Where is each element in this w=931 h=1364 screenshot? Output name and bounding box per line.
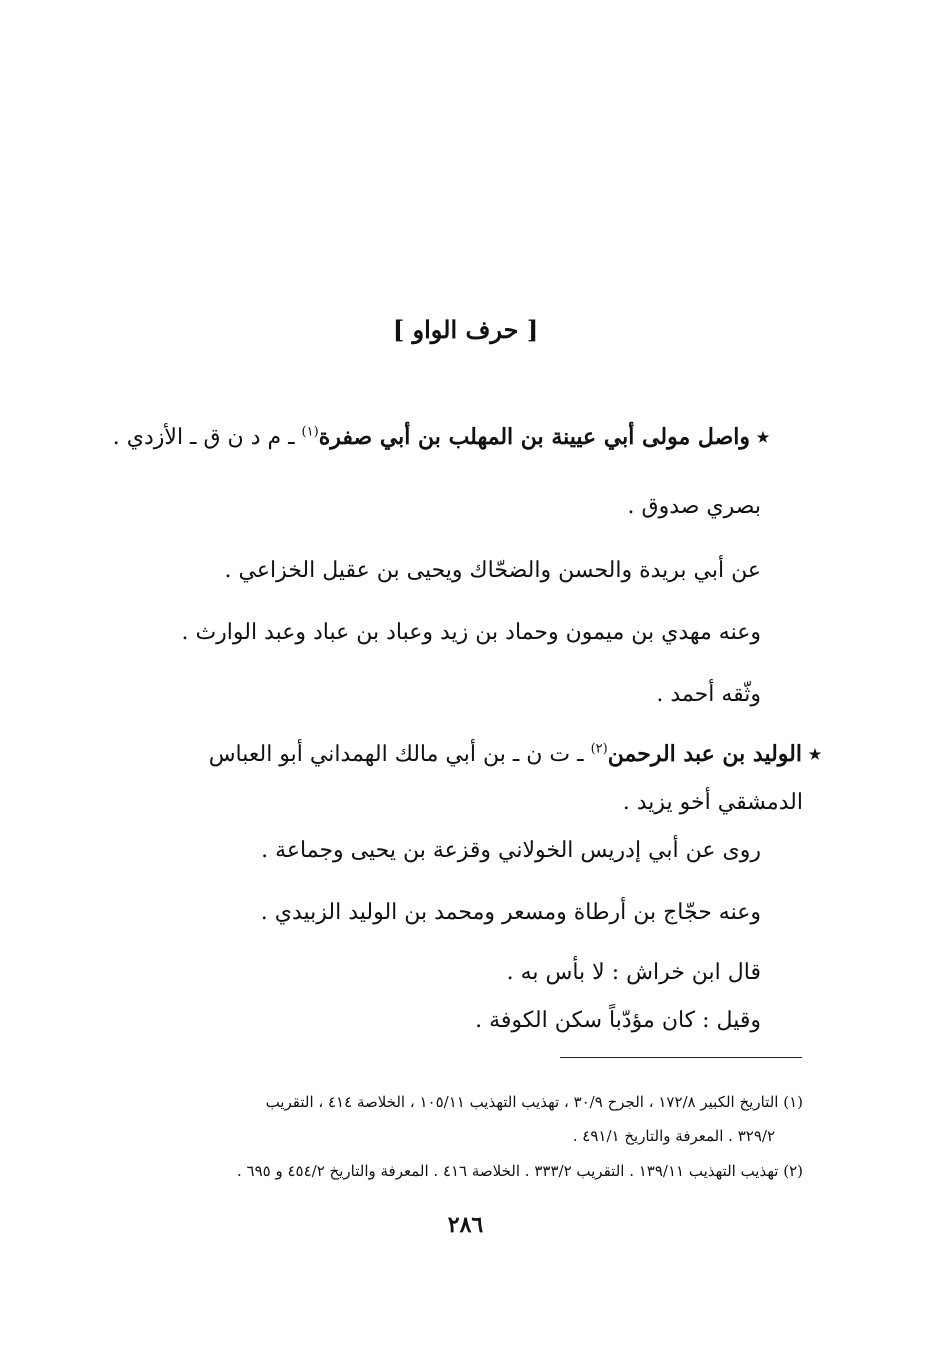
entry-2-line-4: وقيل : كان مؤدّباً سكن الكوفة .: [475, 1008, 761, 1033]
entry-2-line-2: وعنه حجّاج بن أرطاة ومسعر ومحمد بن الوليد الزبيدي .: [260, 900, 761, 925]
footnote-ref-1: (١): [301, 424, 319, 440]
footnote-ref-2: (٢): [590, 741, 608, 757]
footnote-2-text: تهذيب التهذيب ١٣٩/١١ . التقريب ٣٣٣/٢ . الخلاصة ٤١٦ . المعرفة والتاريخ ٤٥٤/٢ و ٦٩٥ .: [237, 1162, 779, 1180]
entry-1-line-1: بصري صدوق .: [627, 494, 761, 519]
footnote-2-number: (٢): [783, 1162, 803, 1180]
footnote-2-line-1: [237, 1162, 803, 1180]
entry-name-2: الوليد بن عبد الرحمن: [607, 741, 802, 767]
footnote-1-line-2: ٣٢٩/٢ . المعرفة والتاريخ ٤٩١/١ .: [572, 1127, 775, 1145]
entry-heading-1: [113, 424, 769, 450]
entry-heading-2: [209, 741, 821, 767]
page-number: ٢٨٦: [447, 1212, 484, 1238]
footnote-1-text: التاريخ الكبير ١٧٢/٨ ، الجرح ٣٠/٩ ، تهذيب التهذيب ١٠٥/١١ ، الخلاصة ٤١٤ ، التقريب: [265, 1093, 779, 1111]
entry-marker-2: ٭: [809, 741, 821, 767]
entry-2-line-3: قال ابن خراش : لا بأس به .: [506, 960, 761, 985]
entry-tail-2: ـ ت ن ـ بن أبي مالك الهمداني أبو العباس: [208, 742, 584, 767]
entry-1-line-4: وثّقه أحمد .: [656, 682, 761, 707]
entry-2-line-1: روى عن أبي إدريس الخولاني وقزعة بن يحيى وجماعة .: [261, 838, 761, 863]
footnote-separator: [560, 1057, 802, 1058]
footnote-1-number: (١): [783, 1093, 803, 1111]
footnote-1-line-1: [266, 1093, 803, 1111]
entry-1-line-2: عن أبي بريدة والحسن والضحّاك ويحيى بن عقيل الخزاعي .: [224, 558, 761, 583]
entry-1-line-3: وعنه مهدي بن ميمون وحماد بن زيد وعباد بن عباد وعبد الوارث .: [181, 620, 761, 645]
entry-marker-1: ٭: [757, 424, 769, 450]
section-title: [ حرف الواو ]: [392, 315, 539, 344]
entry-tail-1: ـ م د ن ق ـ الأزدي .: [112, 425, 295, 450]
entry-name-1: واصل مولى أبي عيينة بن المهلب بن أبي صفرة: [318, 424, 750, 450]
entry-2-continuation: الدمشقي أخو يزيد .: [622, 790, 803, 815]
